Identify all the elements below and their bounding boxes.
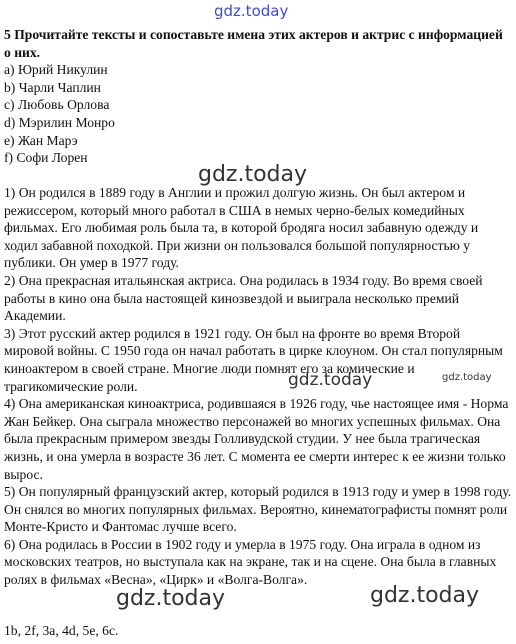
text-paragraph: 3) Этот русский актер родился в 1921 году. Он был на фронте во время Второй мировой войны. С 1950 года он начал работать в цирке клоуном. Он стал популярным киноактером в своей стране. Многие люди помнят его за комические и трагикомические роли. — [4, 325, 503, 394]
answer-line: 1b, 2f, 3a, 4d, 5e, 6c. — [4, 623, 119, 638]
text-paragraph: 4) Она американская киноактриса, родившаяся в 1926 году, чье настоящее имя - Норма Жан Бейкер. Она сыграла множество персонажей во многих успешных фильмах. Она была прекрасным примером звезды Голливудской студии. У нее была трагическая жизнь, и она умерла в возрасте 36 лет. С момента ее смерти интерес к ее жизни только вырос. — [4, 396, 509, 482]
watermark-middle: gdz.today — [198, 162, 308, 187]
watermark-bottom-right: gdz.today — [370, 583, 480, 608]
task-block — [4, 26, 509, 167]
text-paragraph: 5) Он популярный французский актер, который родился в 1913 году и умер в 1998 году. Он снялся во многих популярных фильмах. Вероятно, кинематографисты помнят роли Монте-Кристо и Фантомас лучше всего. — [4, 484, 512, 535]
task-title: 5 Прочитайте тексты и сопоставьте имена этих актеров и актрис с информацией о них. — [4, 27, 503, 60]
option-item: c) Любовь Орлова — [4, 97, 110, 113]
text-paragraph: 2) Она прекрасная итальянская актриса. Она родилась в 1934 году. Во время своей работы в кино она была настоящей кинозвездой и выиграла несколько премий Академии. — [4, 272, 483, 324]
option-item: a) Юрий Никулин — [4, 62, 108, 78]
option-item: b) Чарли Чаплин — [4, 79, 101, 95]
option-item: d) Мэрилин Монро — [4, 114, 115, 130]
text-paragraph: 1) Он родился в 1889 году в Англии и прожил долгую жизнь. Он был актером и режиссером, который много работал в США в немых черно-белых комедийных фильмах. Его любимая роль была та, в которой бродяга носил забавную одежду и ходил забавной походкой. При жизни он пользовался большой популярностью у публики. Он умер в 1977 году. — [4, 185, 479, 271]
option-item: f) Софи Лорен — [4, 150, 88, 166]
watermark-small: gdz.today — [442, 372, 492, 383]
options-list — [4, 61, 509, 167]
watermark-top: gdz.today — [214, 2, 289, 20]
option-item: e) Жан Марэ — [4, 132, 78, 148]
watermark-inline: gdz.today — [288, 370, 373, 390]
watermark-bottom-left: gdz.today — [116, 586, 226, 611]
texts-block — [4, 184, 512, 589]
text-paragraph: 6) Она родилась в России в 1902 году и умерла в 1975 году. Она играла в одном из московских театров, но выступала как на экране, так и на сцене. Она была в главных ролях в фильмах «Весна», «Цирк» и «Волга-Волга». — [4, 536, 497, 588]
